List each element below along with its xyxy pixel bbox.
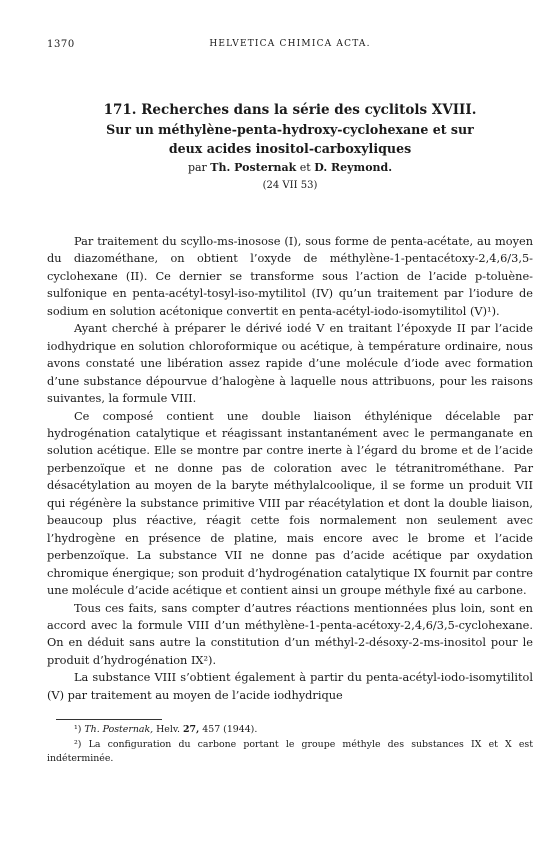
body-paragraph-5: La substance VIII s’obtient également à partir du penta-acétyl-iodo-isomytilitol (V) par traitement au moyen de l’acide iodhydrique xyxy=(47,670,533,702)
footnote-2 xyxy=(47,738,533,767)
footnote-1 xyxy=(47,723,533,738)
footnote-1-volume: 27, xyxy=(183,724,200,735)
byline-et: et xyxy=(299,161,311,174)
article-title-line-2: Sur un méthylène-penta-hydroxy-cyclohexane et sur xyxy=(106,122,474,137)
footnotes xyxy=(47,723,533,767)
article-title-line-3: deux acides inositol-carboxyliques xyxy=(168,141,412,156)
body-paragraph-3: Ce composé contient une double liaison éthylénique décelable par hydrogénation catalytique et réagissant instantanément avec le permanganate en solution acétique. Elle se montre par contre inerte à l’égard du brome et de l’acide perbenzoïque et ne donne pas de coloration avec le tétranitrométhane. Par désacétylation au moyen de la baryte méthylalcoolique, il se forme un produit VII qui régénère la substance primitive VIII par réacétylation et dont la double liaison, beaucoup plus réactive, réagit cette fois normalement non seulement avec l’hydrogène en présence de platine, mais encore avec le brome et l’acide perbenzoïque. La substance VII ne donne pas d’acide acétique par oxydation chromique énergique; son produit d’hydrogénation catalytique IX fournit par contre une molécule d’acide acétique et contient ainsi un groupe méthyle fixé au carbone. xyxy=(47,408,533,598)
article-title-block xyxy=(47,101,533,194)
page-header xyxy=(47,39,533,53)
article-body xyxy=(47,233,533,704)
body-paragraph-1: Par traitement du scyllo-ms-inosose (I), sous forme de penta-acétate, au moyen du diazométhane, on obtient l’oxyde de méthylène-1-pentacétoxy-2,4,6/3,5-cyclohexane (II). Ce dernier se transforme sous l’action de l’acide p-toluène-sulfonique en penta-acétyl-tosyl-iso-mytilitol (IV) qu’un traitement par l’iodure de sodium en solution acétonique convertit en penta-acétyl-iodo-isomytilitol (V)¹). xyxy=(47,234,533,318)
footnote-1-author: Th. Posternak, xyxy=(84,724,154,735)
received-date: (24 VII 53) xyxy=(262,180,318,191)
page-number: 1370 xyxy=(47,39,75,50)
body-paragraph-2: Ayant cherché à préparer le dérivé iodé V en traitant l’époxyde II par l’acide iodhydrique en solution chloroformique ou acétique, à température ordinaire, nous avons constaté une libération assez rapide d’une molécule d’iode avec formation d’une substance dépourvue d’halogène à laquelle nous attribuons, pour les raisons suivantes, la formule VIII. xyxy=(47,321,533,406)
body-paragraph-4: Tous ces faits, sans compter d’autres réactions mentionnées plus loin, sont en accord avec la formule VIII d’un méthylène-1-penta-acétoxy-2,4,6/3,5-cyclohexane. On en déduit sans autre la constitution d’un méthyl-2-désoxy-2-ms-inositol pour le produit d’hydrogénation IX²). xyxy=(47,600,533,667)
journal-name: HELVETICA CHIMICA ACTA. xyxy=(209,39,371,49)
footnote-1-journal: Helv. xyxy=(156,724,181,735)
footnote-2-text: La configuration du carbone portant le groupe méthyle des substances IX et X est indéterminée. xyxy=(47,738,534,764)
author-2: D. Reymond. xyxy=(314,161,393,174)
footnote-divider xyxy=(56,719,162,720)
author-1: Th. Posternak xyxy=(210,161,297,174)
article-title-line-1: 171. Recherches dans la série des cyclitols XVIII. xyxy=(103,102,477,118)
byline xyxy=(47,160,533,176)
footnote-1-marker: ¹) xyxy=(74,724,82,735)
footnote-1-pages: 457 (1944). xyxy=(202,724,258,735)
byline-par: par xyxy=(187,161,207,174)
footnote-2-marker: ²) xyxy=(74,738,82,750)
